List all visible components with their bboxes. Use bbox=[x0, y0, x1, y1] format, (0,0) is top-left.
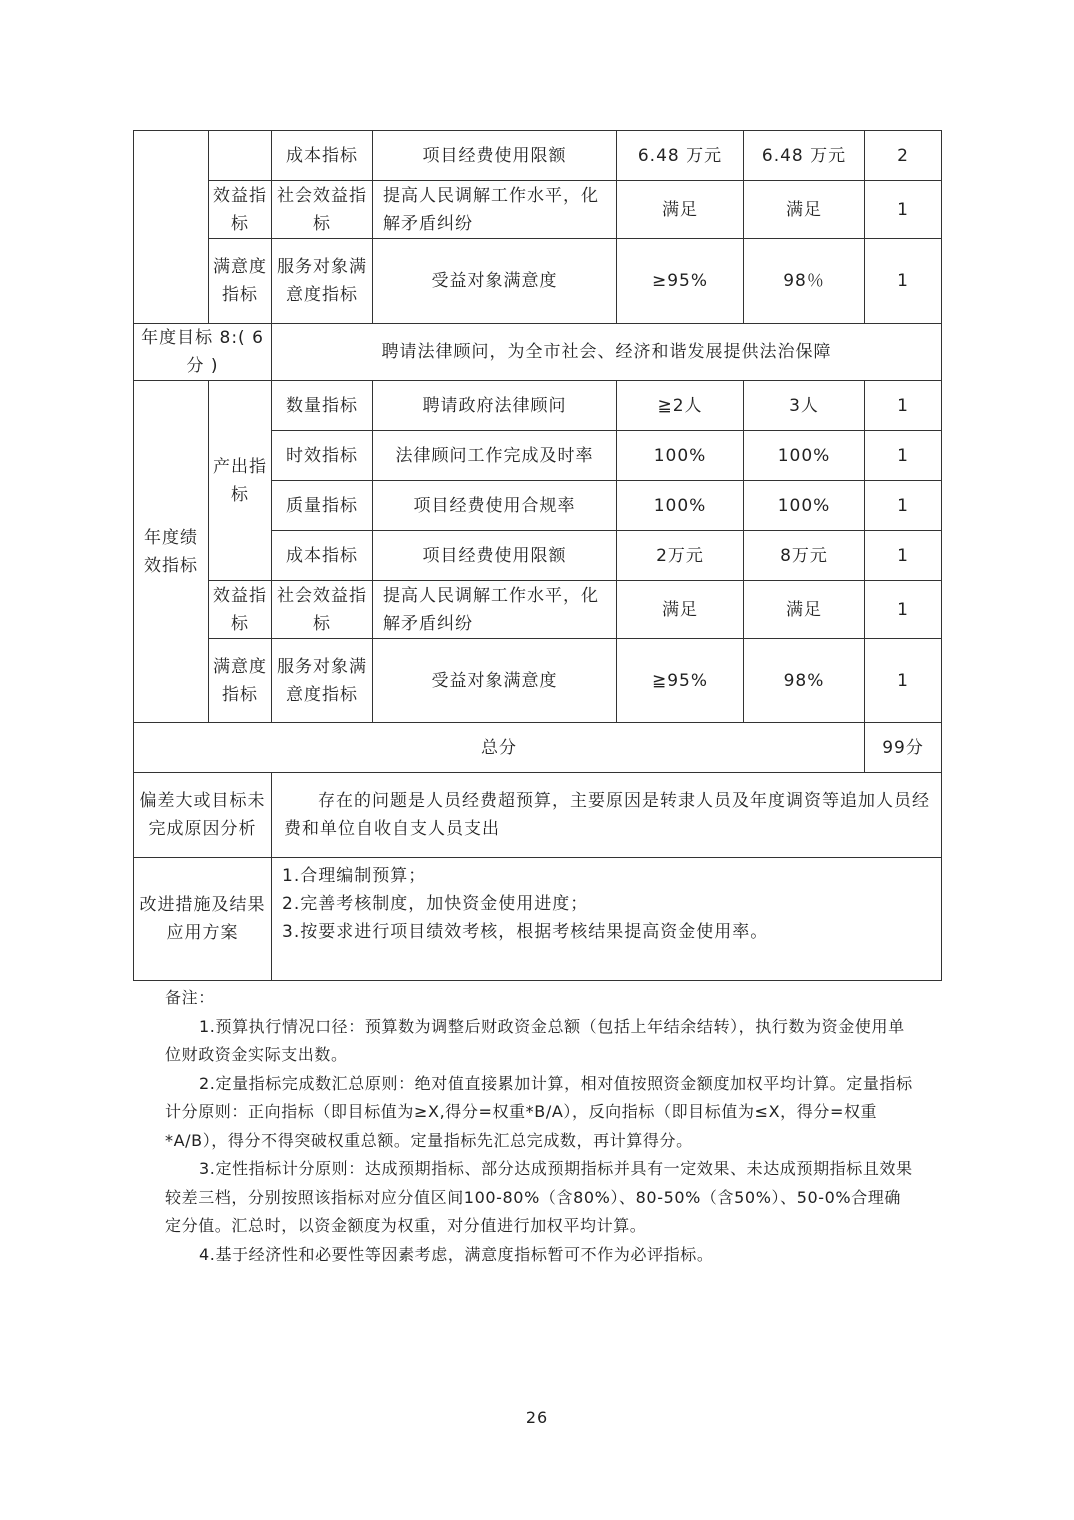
indicator-cell: 成本指标 bbox=[272, 531, 373, 581]
table-row bbox=[134, 131, 942, 181]
table-row bbox=[134, 239, 942, 324]
table-row bbox=[134, 381, 942, 431]
actual-value-cell: 100% bbox=[744, 431, 865, 481]
notes-section bbox=[165, 984, 915, 1269]
target-value-cell: 6.48 万元 bbox=[617, 131, 744, 181]
indicator-cell: 服务对象满意度指标 bbox=[272, 239, 373, 324]
table-row bbox=[134, 639, 942, 723]
deviation-label-cell: 偏差大或目标未完成原因分析 bbox=[134, 773, 272, 858]
target-value-cell: 满足 bbox=[617, 181, 744, 239]
target-value-cell: 100% bbox=[617, 431, 744, 481]
target-value-cell: 满足 bbox=[617, 581, 744, 639]
indicator-name-cell: 提高人民调解工作水平，化解矛盾纠纷 bbox=[373, 581, 617, 639]
target-value-cell: 2万元 bbox=[617, 531, 744, 581]
improvement-item: 2.完善考核制度，加快资金使用进度； bbox=[282, 894, 589, 914]
score-cell: 1 bbox=[865, 481, 942, 531]
actual-value-cell: 6.48 万元 bbox=[744, 131, 865, 181]
target-value-cell: ≥95% bbox=[617, 239, 744, 324]
actual-value-cell: 满足 bbox=[744, 181, 865, 239]
deviation-text-cell bbox=[272, 773, 942, 858]
table-row bbox=[134, 858, 942, 981]
indicator-name-cell: 聘请政府法律顾问 bbox=[373, 381, 617, 431]
cat2-cell: 满意度指标 bbox=[209, 239, 272, 324]
total-label-cell: 总分 bbox=[134, 723, 865, 773]
actual-value-cell: 98％ bbox=[744, 239, 865, 324]
score-cell: 1 bbox=[865, 431, 942, 481]
actual-value-cell: 3人 bbox=[744, 381, 865, 431]
indicator-name-cell: 受益对象满意度 bbox=[373, 239, 617, 324]
cat2-cell: 效益指标 bbox=[209, 181, 272, 239]
target-value-cell: ≧2人 bbox=[617, 381, 744, 431]
page-number: 26 bbox=[525, 1408, 549, 1427]
target-value-cell: 100% bbox=[617, 481, 744, 531]
improvement-items-cell bbox=[272, 858, 942, 981]
score-cell: 2 bbox=[865, 131, 942, 181]
table-row bbox=[134, 581, 942, 639]
score-cell: 1 bbox=[865, 639, 942, 723]
indicator-cell: 数量指标 bbox=[272, 381, 373, 431]
improvement-label-cell: 改进措施及结果应用方案 bbox=[134, 858, 272, 981]
actual-value-cell: 98% bbox=[744, 639, 865, 723]
note-item: 1.预算执行情况口径：预算数为调整后财政资金总额（包括上年结余结转），执行数为资金使用单位财政资金实际支出数。 bbox=[165, 1016, 905, 1064]
goal-text-cell: 聘请法律顾问，为全市社会、经济和谐发展提供法治保障 bbox=[272, 324, 942, 381]
note-item: 4.基于经济性和必要性等因素考虑，满意度指标暂可不作为必评指标。 bbox=[199, 1244, 714, 1264]
indicator-cell: 成本指标 bbox=[272, 131, 373, 181]
performance-table bbox=[133, 130, 942, 981]
indicator-name-cell: 提高人民调解工作水平，化解矛盾纠纷 bbox=[373, 181, 617, 239]
table-row bbox=[134, 324, 942, 381]
actual-value-cell: 满足 bbox=[744, 581, 865, 639]
indicator-name-cell: 法律顾问工作完成及时率 bbox=[373, 431, 617, 481]
actual-value-cell: 100% bbox=[744, 481, 865, 531]
table-row bbox=[134, 723, 942, 773]
improvement-item: 1.合理编制预算； bbox=[282, 866, 427, 886]
cat2-cell-empty bbox=[209, 131, 272, 181]
goal-label-cell: 年度目标 8:( 6分 ) bbox=[134, 324, 272, 381]
category-cell: 年度绩效指标 bbox=[134, 381, 209, 723]
target-value-cell: ≧95% bbox=[617, 639, 744, 723]
notes-title: 备注： bbox=[165, 988, 215, 1007]
table-row bbox=[134, 773, 942, 858]
improvement-item: 3.按要求进行项目绩效考核，根据考核结果提高资金使用率。 bbox=[282, 922, 769, 942]
category-cell-empty bbox=[134, 131, 209, 324]
score-cell: 1 bbox=[865, 239, 942, 324]
score-cell: 1 bbox=[865, 181, 942, 239]
output-category-cell: 产出指标 bbox=[209, 381, 272, 581]
indicator-cell: 时效指标 bbox=[272, 431, 373, 481]
table-row bbox=[134, 181, 942, 239]
indicator-name-cell: 受益对象满意度 bbox=[373, 639, 617, 723]
score-cell: 1 bbox=[865, 581, 942, 639]
total-value-cell: 99分 bbox=[865, 723, 942, 773]
indicator-cell: 社会效益指标 bbox=[272, 181, 373, 239]
note-item: 2.定量指标完成数汇总原则：绝对值直接累加计算，相对值按照资金额度加权平均计算。定量指标计分原则：正向指标（即目标值为≥X,得分=权重*B/A），反向指标（即目标值为≤X，得分=权重*A/B），得分不得突破权重总额。定量指标先汇总完成数，再计算得分。 bbox=[165, 1073, 913, 1150]
indicator-cell: 社会效益指标 bbox=[272, 581, 373, 639]
indicator-cell: 质量指标 bbox=[272, 481, 373, 531]
cat2-cell: 满意度指标 bbox=[209, 639, 272, 723]
indicator-cell: 服务对象满意度指标 bbox=[272, 639, 373, 723]
indicator-name-cell: 项目经费使用合规率 bbox=[373, 481, 617, 531]
indicator-name-cell: 项目经费使用限额 bbox=[373, 531, 617, 581]
note-item: 3.定性指标计分原则：达成预期指标、部分达成预期指标并具有一定效果、未达成预期指标且效果较差三档，分别按照该指标对应分值区间100-80%（含80%）、80-50%（含50%）、50-0%合理确定分值。汇总时，以资金额度为权重，对分值进行加权平均计算。 bbox=[165, 1159, 913, 1235]
cat2-cell: 效益指标 bbox=[209, 581, 272, 639]
actual-value-cell: 8万元 bbox=[744, 531, 865, 581]
indicator-name-cell: 项目经费使用限额 bbox=[373, 131, 617, 181]
score-cell: 1 bbox=[865, 531, 942, 581]
deviation-text: 存在的问题是人员经费超预算，主要原因是转隶人员及年度调资等追加人员经费和单位自收自支人员支出 bbox=[284, 791, 930, 839]
score-cell: 1 bbox=[865, 381, 942, 431]
